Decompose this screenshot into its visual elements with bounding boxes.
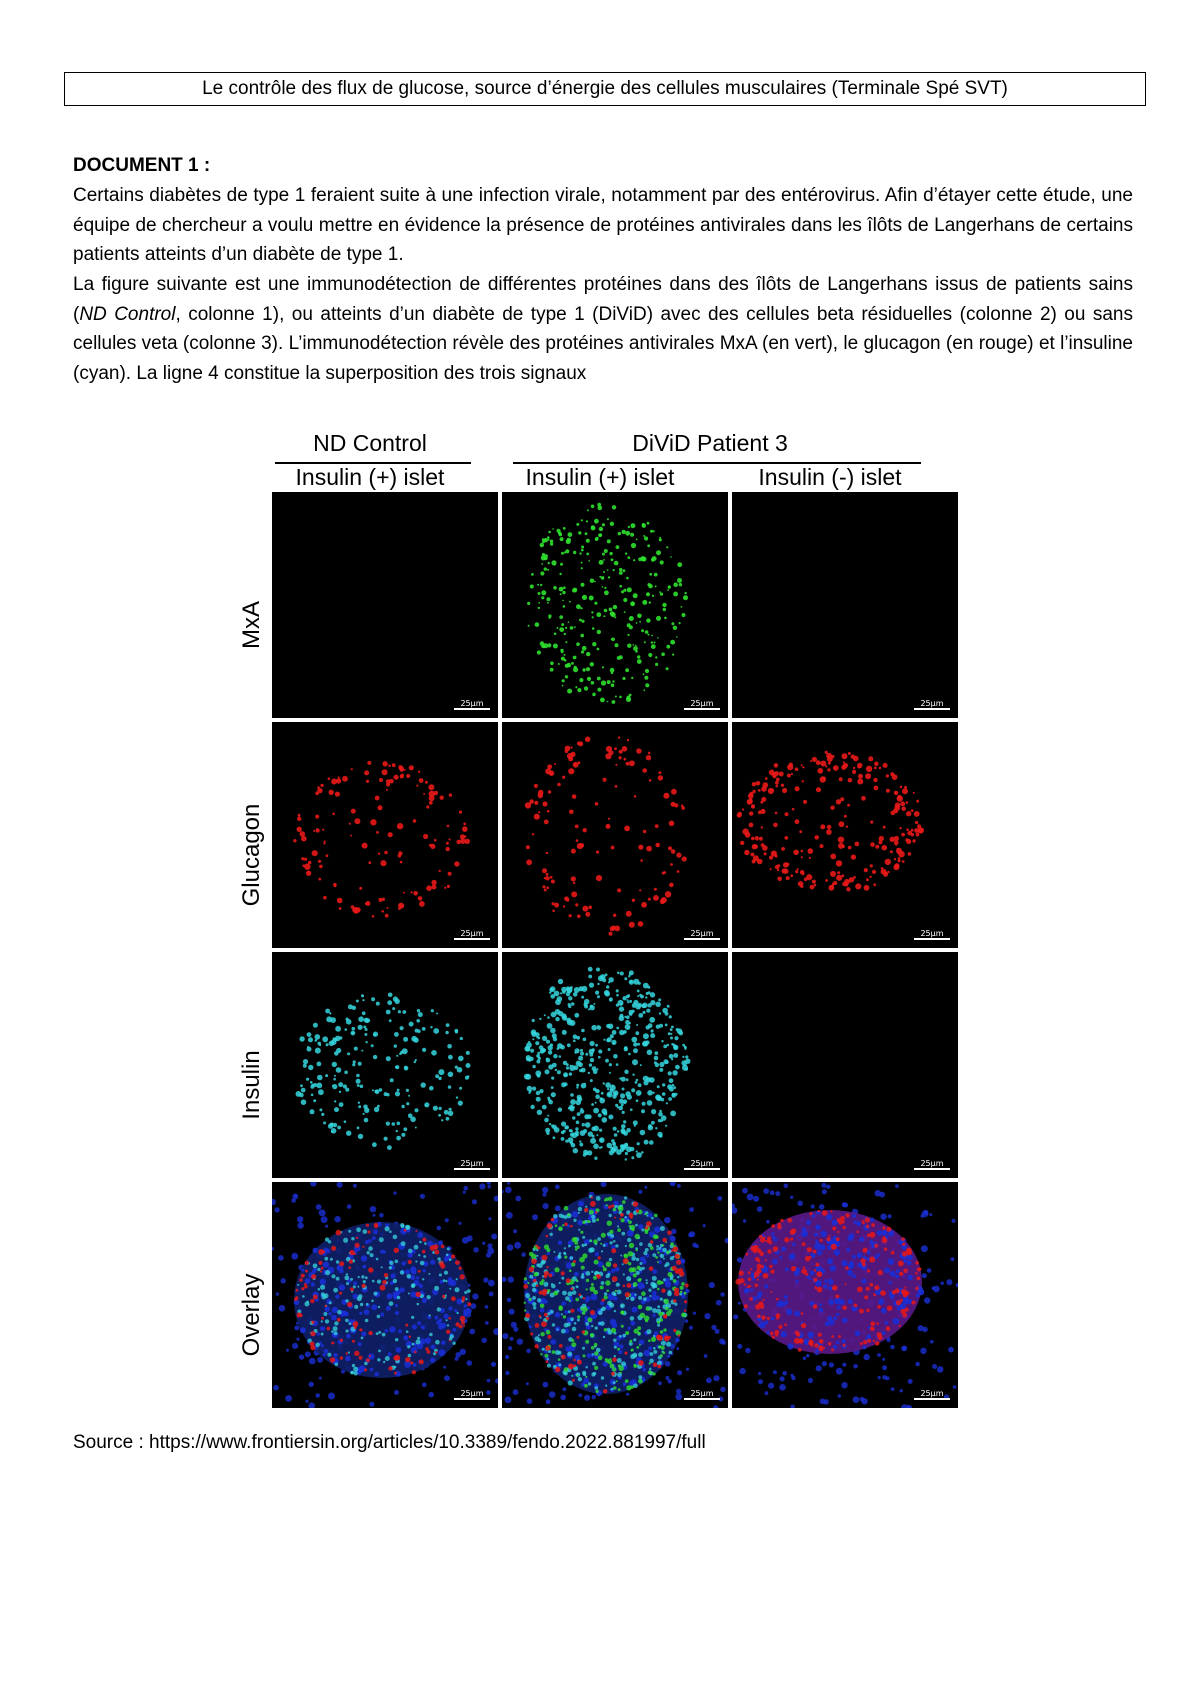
scale-bar-label: 25µm — [690, 1159, 714, 1168]
micrograph-mxa-col1 — [272, 492, 498, 718]
micrograph-image — [732, 952, 958, 1178]
scale-bar-line — [914, 708, 950, 710]
scale-bar-label: 25µm — [920, 699, 944, 708]
scale-bar — [454, 929, 490, 940]
micrograph-glucagon-col2 — [502, 722, 728, 948]
micrograph-overlay-col2 — [502, 1182, 728, 1408]
scale-bar-label: 25µm — [920, 929, 944, 938]
scale-bar-label: 25µm — [920, 1389, 944, 1398]
row-label-mxa: MxA — [238, 601, 265, 649]
scale-bar-label: 25µm — [690, 929, 714, 938]
micrograph-glucagon-col1 — [272, 722, 498, 948]
scale-bar-line — [454, 1398, 490, 1400]
scale-bar-label: 25µm — [460, 1389, 484, 1398]
micrograph-image — [732, 1182, 958, 1408]
immunodetection-figure — [230, 420, 970, 1420]
scale-bar-label: 25µm — [920, 1159, 944, 1168]
micrograph-image — [502, 1182, 728, 1408]
scale-bar — [454, 1389, 490, 1400]
scale-bar — [454, 1159, 490, 1170]
scale-bar — [684, 929, 720, 940]
micrograph-image — [502, 722, 728, 948]
column-header-3: Insulin (-) islet — [758, 464, 902, 490]
micrograph-insulin-col3 — [732, 952, 958, 1178]
scale-bar-line — [914, 1168, 950, 1170]
micrograph-mxa-col3 — [732, 492, 958, 718]
row-label-overlay: Overlay — [238, 1273, 265, 1357]
scale-bar-label: 25µm — [460, 1159, 484, 1168]
row-label-glucagon: Glucagon — [238, 803, 265, 907]
paragraph-text: La figure suivante est une immunodétection de différentes protéines dans des îlôts de Langerhans issus de patients sains ( — [73, 274, 1133, 325]
scale-bar-line — [454, 1168, 490, 1170]
column-header-2: Insulin (+) islet — [525, 464, 675, 490]
micrograph-overlay-col1 — [272, 1182, 498, 1408]
micrograph-overlay-col3 — [732, 1182, 958, 1408]
scale-bar-line — [454, 938, 490, 940]
paragraph-italic-text: ND Control — [79, 303, 176, 325]
micrograph-image — [272, 722, 498, 948]
scale-bar — [914, 1159, 950, 1170]
micrograph-image — [272, 952, 498, 1178]
scale-bar-line — [684, 708, 720, 710]
page-header: Le contrôle des flux de glucose, source d’énergie des cellules musculaires (Terminale Spé SVT) — [64, 72, 1146, 106]
scale-bar-line — [914, 1398, 950, 1400]
scale-bar — [454, 699, 490, 710]
scale-bar-label: 25µm — [690, 699, 714, 708]
micrograph-insulin-col2 — [502, 952, 728, 1178]
group-header-nd-control: ND Control — [313, 430, 427, 456]
document-title: DOCUMENT 1 : — [73, 155, 211, 176]
scale-bar — [684, 1389, 720, 1400]
row-label-insulin: Insulin — [238, 1050, 265, 1120]
group-header-divid: DiViD Patient 3 — [632, 430, 788, 456]
paragraph-text: , colonne 1), ou atteints d’un diabète de type 1 (DiViD) avec des cellules beta résiduelles (colonne 2) ou sans cellules veta (colonne 3). L’immunodétection révèle des protéines antivirales MxA (en vert), le glucagon (en rouge) et l’insuline (cyan). La ligne 4 constitue la superposition des trois signaux — [73, 303, 1133, 384]
scale-bar-line — [684, 1398, 720, 1400]
figure-description-paragraph — [73, 270, 1133, 388]
micrograph-image — [502, 952, 728, 1178]
scale-bar-label: 25µm — [460, 699, 484, 708]
micrograph-insulin-col1 — [272, 952, 498, 1178]
column-header-1: Insulin (+) islet — [295, 464, 445, 490]
scale-bar-line — [684, 1168, 720, 1170]
micrograph-image — [272, 1182, 498, 1408]
scale-bar — [914, 1389, 950, 1400]
scale-bar — [914, 929, 950, 940]
scale-bar-line — [684, 938, 720, 940]
micrograph-mxa-col2 — [502, 492, 728, 718]
source-citation: Source : https://www.frontiersin.org/articles/10.3389/fendo.2022.881997/full — [73, 1432, 706, 1453]
scale-bar — [684, 699, 720, 710]
scale-bar-line — [454, 708, 490, 710]
scale-bar — [684, 1159, 720, 1170]
scale-bar-line — [914, 938, 950, 940]
micrograph-image — [272, 492, 498, 718]
scale-bar — [914, 699, 950, 710]
micrograph-image — [732, 722, 958, 948]
scale-bar-label: 25µm — [690, 1389, 714, 1398]
micrograph-image — [732, 492, 958, 718]
micrograph-glucagon-col3 — [732, 722, 958, 948]
intro-paragraph: Certains diabètes de type 1 feraient suite à une infection virale, notamment par des entérovirus. Afin d’étayer cette étude, une équipe de chercheur a voulu mettre en évidence la présence de protéines antivirales dans les îlôts de Langerhans de certains patients atteints d’un diabète de type 1. — [73, 185, 1133, 265]
micrograph-image — [502, 492, 728, 718]
scale-bar-label: 25µm — [460, 929, 484, 938]
